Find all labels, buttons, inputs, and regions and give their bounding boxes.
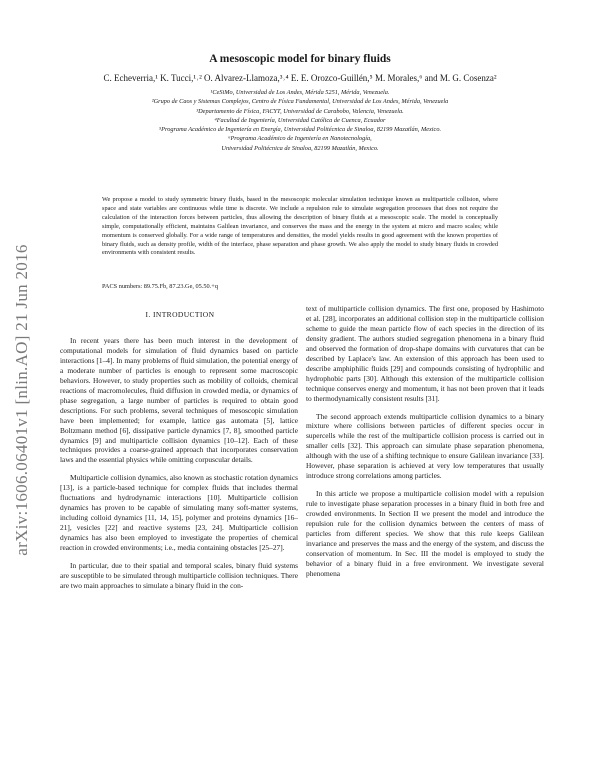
body-paragraph: The second approach extends multiparticle collision dynamics to a binary mixture where collisions between particles of different species occur in supercells while the rest of the multiparticle collision process is carried out in smaller cells [32]. This approach can simulate phase separation phenomena, although with the use of a shifting technique to ensure Galilean invariance [33]. However, phase separation is achieved at very low temperatures that usually introduce strong correlations among particles. — [306, 411, 544, 481]
author-list: C. Echeverria,¹ K. Tucci,¹˒² O. Alvarez-Llamoza,³˒⁴ E. E. Orozco-Guillén,⁵ M. Morales,⁶ and M. G. Cosenza² — [103, 73, 497, 83]
affiliation-line: ³Departamento de Física, FACYT, Universidad de Carabobo, Valencia, Venezuela. — [196, 107, 404, 115]
arxiv-side-identifier — [6, 190, 38, 610]
affiliation-line: ¹CeSiMo, Universidad de Los Andes, Mérida 5251, Mérida, Venezuela. — [210, 89, 390, 96]
pacs-numbers: PACS numbers: 89.75.Fb, 87.23.Ge, 05.50.+q — [102, 283, 218, 290]
affiliation-line: Universidad Politécnica de Sinaloa, 82199 Mazatlán, Mexico. — [221, 144, 379, 152]
affiliation-line: ⁶Programa Académico de Ingeniería en Nanotecnología, — [228, 135, 372, 143]
body-paragraph: Multiparticle collision dynamics, also known as stochastic rotation dynamics [13], is a particle-based technique for complex fluids that includes thermal fluctuations and hydrodynamic interactions [10]. Multiparticle collision dynamics has proven to be capable of simulating many soft-matter systems, including colloid dynamics [11, 14, 15], polymer and proteins dynamics [16–21], vesicles [22] and reactive systems [23, 24]. Multiparticle collision dynamics has also been employed to investigate the properties of chemical reaction in crowded environments; i.e., media containing obstacles [25–27]. — [60, 473, 298, 553]
body-paragraph: In this article we propose a multiparticle collision model with a repulsion rule to investigate phase separation processes in a binary fluid in both free and crowded environments. In Section II we present the model and introduce the repulsion rule for the collision dynamics between the centers of mass of particles from different species. We show that this rule keeps Galilean invariance and preserves the mass and the energy of the system, and discuss the conservation of momentum. In Sec. III the model is employed to study the behavior of a binary fluid in a free environment. We investigate several phenomena — [306, 489, 544, 578]
arxiv-id-text[interactable]: arXiv:1606.06401v1 [nlin.AO] 21 Jun 2016 — [12, 244, 31, 556]
paper-title: A mesoscopic model for binary fluids — [209, 53, 391, 65]
body-paragraph: In recent years there has been much interest in the development of computational models for simulation of fluid dynamics based on particle interactions [1–4]. In many problems of fluid simulation, the potential energy of a moderate number of particles is enough to represent some macroscopic behaviors. However, to study properties such as mobility of colloids, chemical reactions of macromolecules, fluid diffusion in crowded media, or dynamics of phase segregation, a large number of particles is required to obtain good descriptions. For such problems, several techniques of mesoscopic simulation have been implemented; for example, lattice gas automata [5], lattice Boltzmann method [6], dissipative particle dynamics [7, 8], smoothed particle dynamics [9] and multiparticle collision dynamics [10–12]. Each of these techniques provides a coarse-grained approach that incorporates conservation laws and the essential physics while omitting corpuscular details. — [60, 336, 298, 465]
right-column — [306, 304, 544, 766]
body-paragraph: text of multiparticle collision dynamics. The first one, proposed by Hashimoto et al. [28], incorporates an additional collision step in the multiparticle collision scheme to guide the mean particle flow of each species in the direction of its density gradient. The authors studied segregation phenomena in a binary fluid and observed the formation of drop-shape domains with curvatures that can be described by Laplace's law. An extension of this approach has been used to describe amphiphilic fluids [29] and compounds consisting of hydrophilic and hydrophobic parts [30]. Although this extension of the multiparticle collision technique conserves energy and momentum, it has not been proven that it leads to thermodynamically consistent results [31]. — [306, 304, 544, 403]
affiliation-line: ⁴Facultad de Ingeniería, Universidad Católica de Cuenca, Ecuador — [214, 116, 386, 124]
affiliation-list — [60, 88, 540, 153]
body-paragraph: In particular, due to their spatial and temporal scales, binary fluid systems are susceptible to be simulated through multiparticle collision techniques. There are two main approaches to simulate a binary fluid in the con- — [60, 561, 298, 590]
affiliation-line: ²Grupo de Caos y Sistemas Complejos, Centro de Física Fundamental, Universidad de Los Andes, Mérida, Venezuela — [151, 98, 449, 106]
section-heading-introduction: I. INTRODUCTION — [145, 310, 215, 319]
abstract: We propose a model to study symmetric binary fluids, based in the mesoscopic molecular simulation technique known as multiparticle collision, where space and state variables are continuous while time is discrete. We include a repulsion rule to simulate segregation processes that does not require the calculation of the interaction forces between particles, thus allowing the description of binary fluids at a mesoscopic scale. The model is conceptually simple, computationally efficient, maintains Galilean invariance, and conserves the mass and the energy in the system at micro and macro scales; while momentum is conserved globally. For a wide range of temperatures and densities, the model yields results in good agreement with the known properties of binary fluids, such as density profile, width of the interface, phase separation and phase growth. We also apply the model to study binary fluids in crowded environments with consistent results. — [102, 196, 498, 257]
left-column — [60, 336, 298, 766]
affiliation-line: ⁵Programa Académico de Ingeniería en Energía, Universidad Politécnica de Sinaloa, 82199 Mazatlán, Mexico. — [158, 126, 442, 134]
